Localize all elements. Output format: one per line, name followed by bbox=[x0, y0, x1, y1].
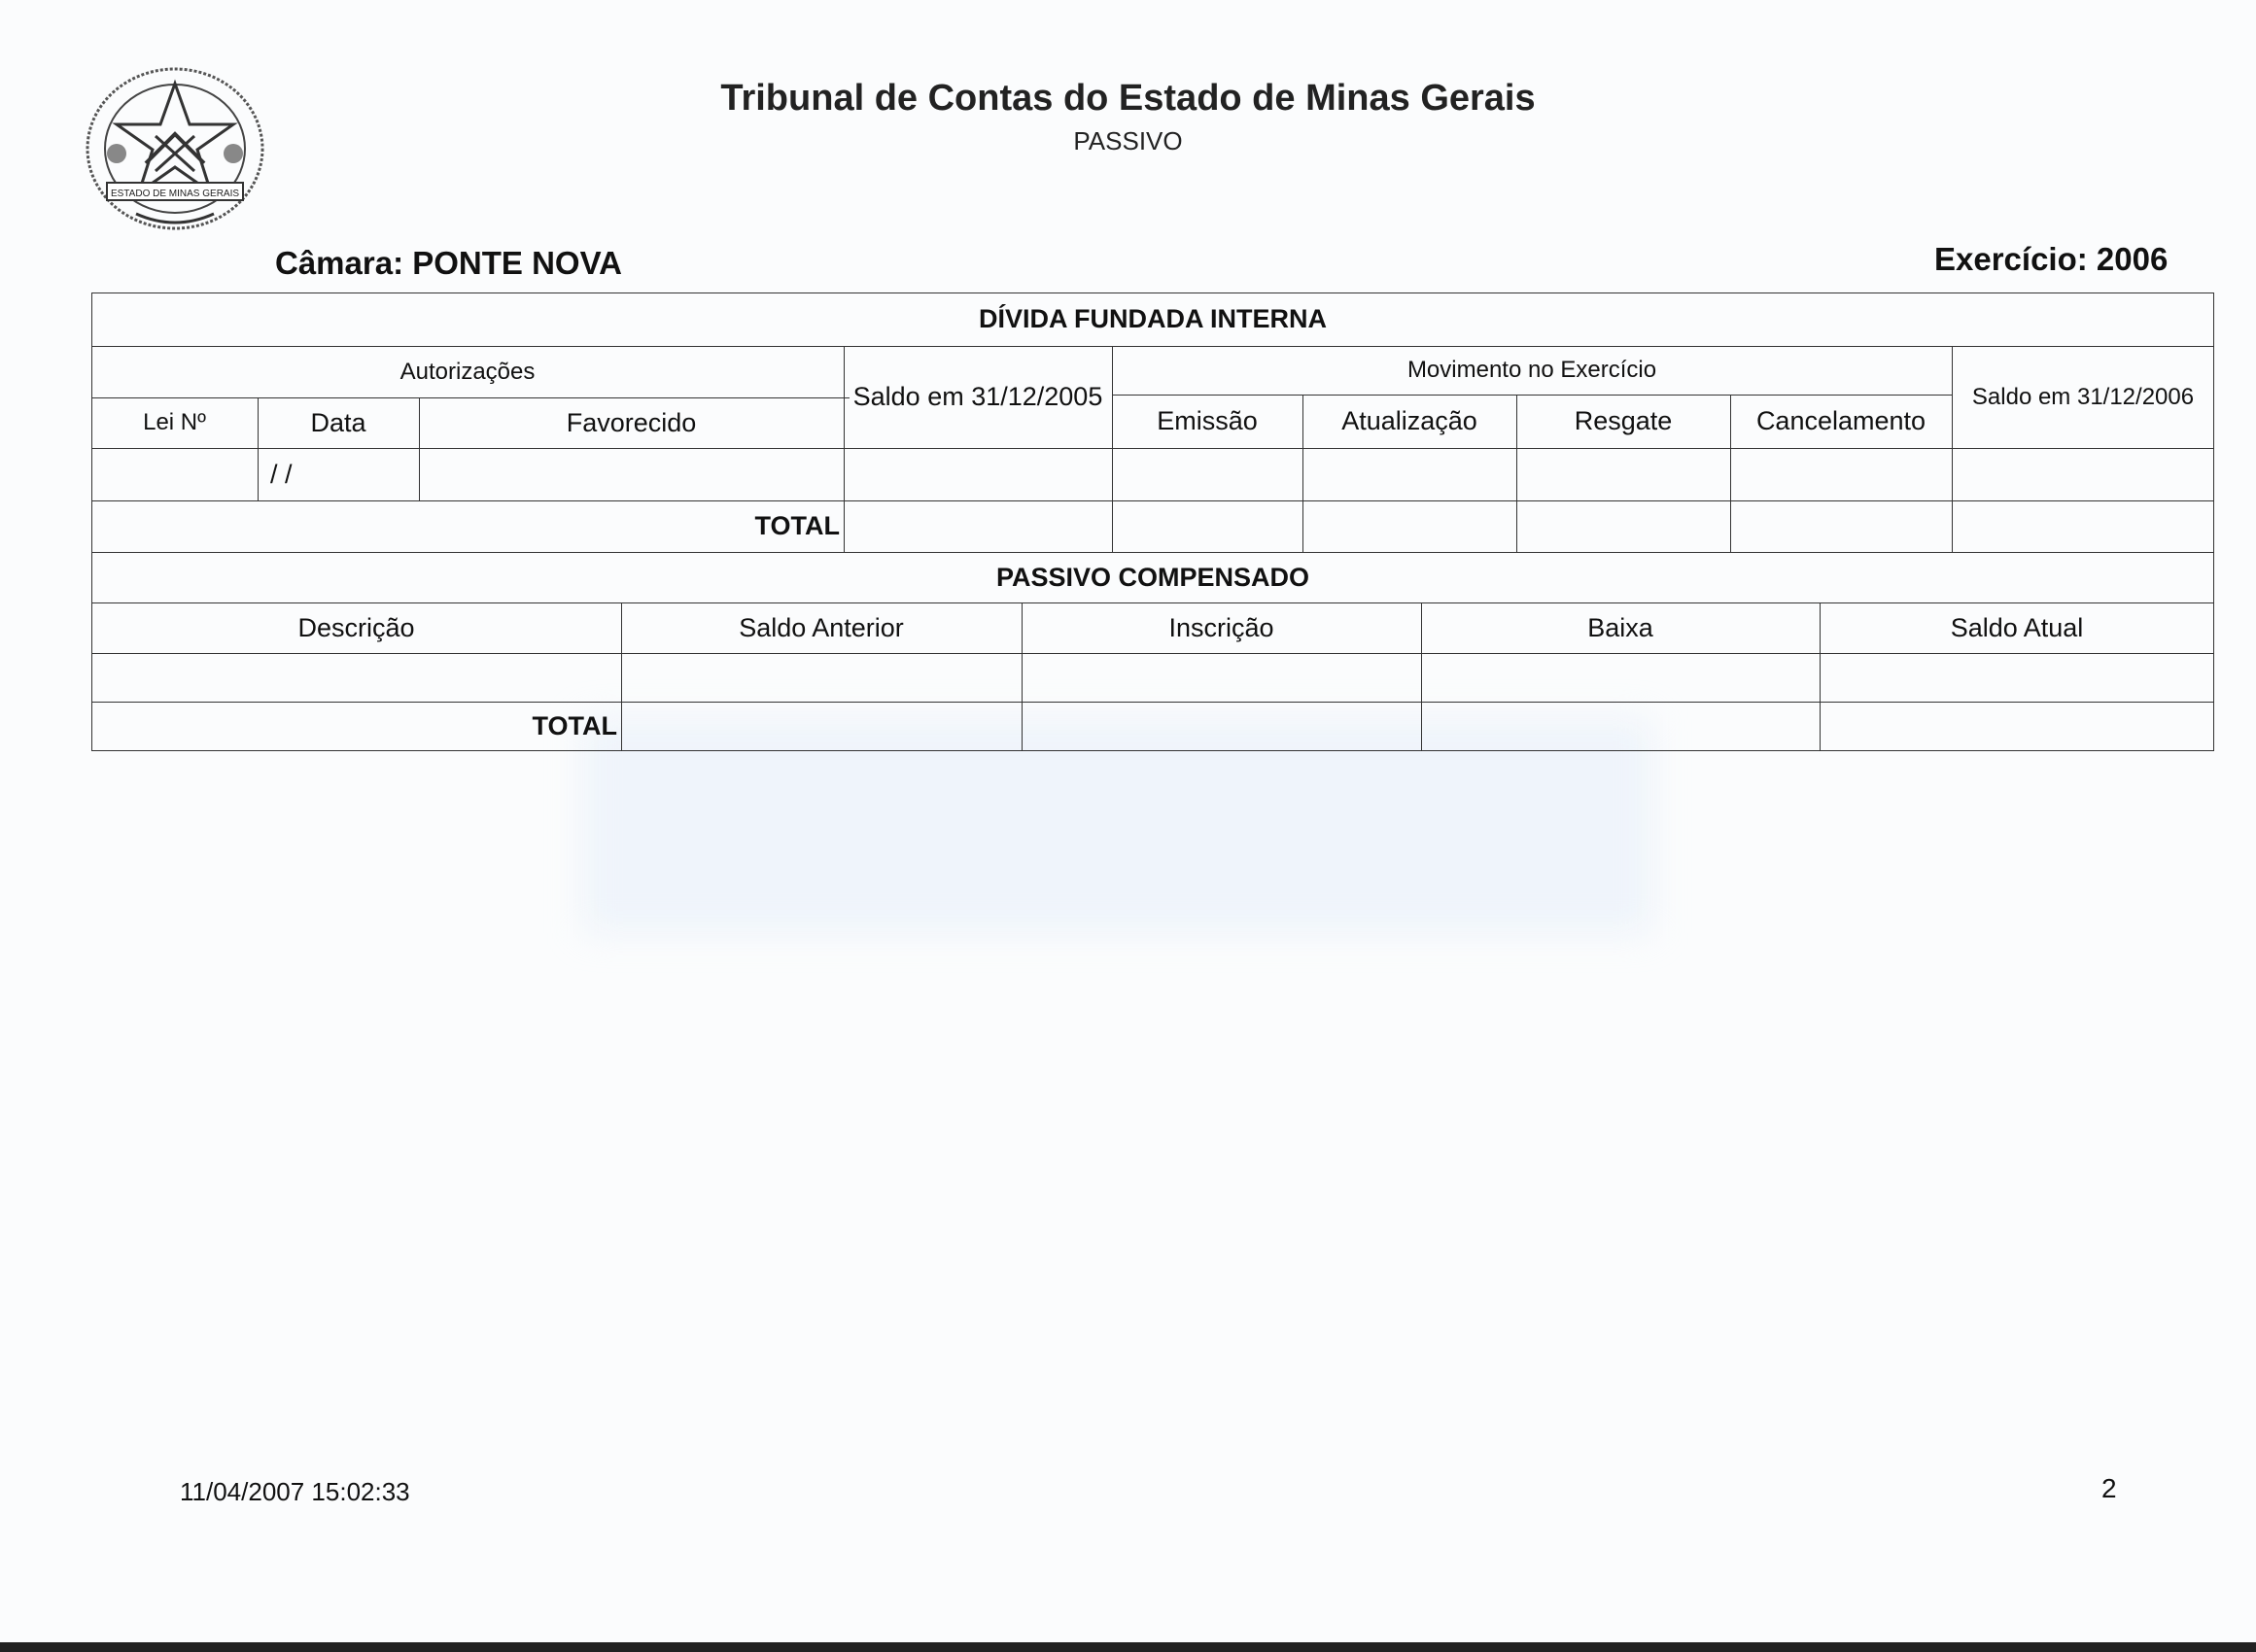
baixa-header: Baixa bbox=[1587, 612, 1653, 642]
atualizacao-header: Atualização bbox=[1341, 406, 1477, 435]
page-title: Tribunal de Contas do Estado de Minas Gerais bbox=[720, 78, 1536, 119]
grid-line bbox=[91, 653, 2214, 654]
scan-tint bbox=[583, 719, 1652, 933]
print-timestamp: 11/04/2007 15:02:33 bbox=[180, 1477, 410, 1506]
saldo-atual-header: Saldo em 31/12/2006 bbox=[1971, 383, 2195, 410]
divida-total-label: TOTAL bbox=[754, 511, 840, 540]
emissao-header: Emissão bbox=[1157, 406, 1258, 435]
page-subtitle: PASSIVO bbox=[1073, 126, 1183, 155]
compensado-total-label: TOTAL bbox=[532, 711, 617, 740]
inscricao-header: Inscrição bbox=[1168, 612, 1274, 642]
movimento-header: Movimento no Exercício bbox=[1406, 357, 1657, 383]
divida-section-title: DÍVIDA FUNDADA INTERNA bbox=[979, 304, 1327, 333]
descricao-header: Descrição bbox=[297, 612, 415, 642]
cancelamento-header: Cancelamento bbox=[1755, 406, 1926, 435]
camara-label: Câmara: PONTE NOVA bbox=[275, 245, 622, 281]
scan-edge bbox=[0, 1642, 2256, 1652]
saldo-anterior-header: Saldo em 31/12/2005 bbox=[852, 382, 1103, 411]
resgate-header: Resgate bbox=[1574, 406, 1673, 435]
lei-header: Lei Nº bbox=[143, 409, 206, 435]
saldo-anterior-col-header: Saldo Anterior bbox=[739, 612, 904, 642]
page-number: 2 bbox=[2101, 1473, 2117, 1503]
saldo-atual-col-header: Saldo Atual bbox=[1950, 612, 2084, 642]
svg-text:ESTADO DE MINAS GERAIS: ESTADO DE MINAS GERAIS bbox=[110, 189, 240, 199]
data-cell: / / bbox=[270, 459, 293, 489]
exercicio-label: Exercício: 2006 bbox=[1934, 241, 2169, 277]
autorizacoes-header: Autorizações bbox=[399, 358, 536, 385]
favorecido-header: Favorecido bbox=[566, 407, 697, 437]
compensado-section-title: PASSIVO COMPENSADO bbox=[995, 562, 1310, 592]
data-header: Data bbox=[310, 407, 366, 437]
